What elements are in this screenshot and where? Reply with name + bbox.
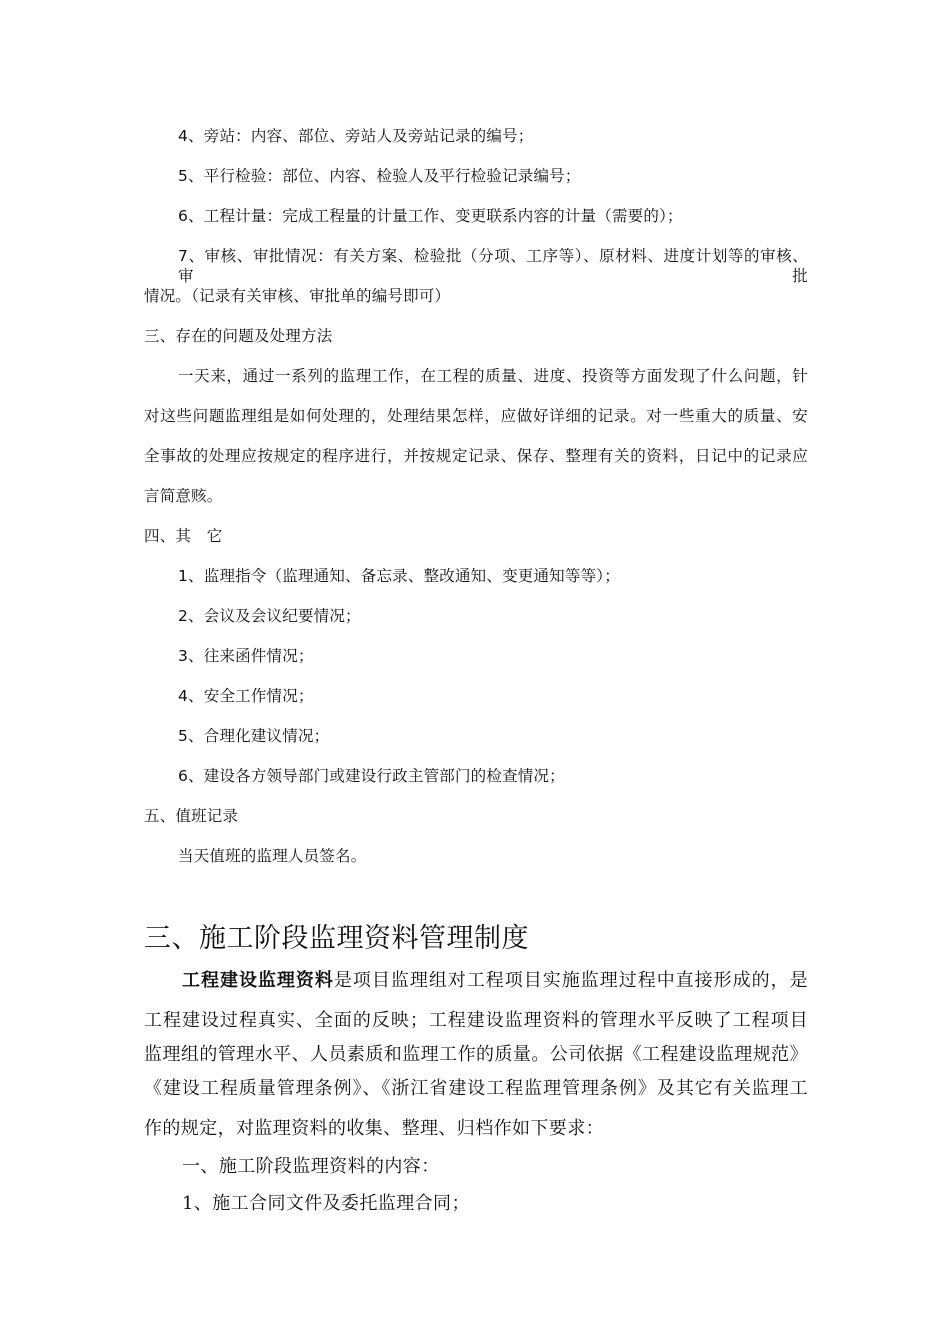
section-four-heading: 四、其 它 xyxy=(144,527,223,545)
intro-line-1-rest: 是项目监理组对工程项目实施监理过程中直接形成的，是 xyxy=(333,970,809,991)
list-item-measurement: 6、工程计量：完成工程量的计量工作、变更联系内容的计量（需要的）； xyxy=(178,207,683,225)
list-item: 1、施工合同文件及委托监理合同； xyxy=(182,1193,470,1214)
list-item-review-line1: 7、审核、审批情况：有关方案、检验批（分项、工序等）、原材料、进度计划等的审核、审批 xyxy=(178,247,808,285)
intro-line: 监理组的管理水平、人员素质和监理工作的质量。公司依据《工程建设监理规范》 xyxy=(144,1044,808,1065)
intro-bold-term: 工程建设监理资料 xyxy=(182,970,334,991)
paragraph-line: 一天来，通过一系列的监理工作，在工程的质量、进度、投资等方面发现了什么问题，针 xyxy=(178,367,808,385)
duty-signature-note: 当天值班的监理人员签名。 xyxy=(178,847,367,865)
sub-heading: 一、施工阶段监理资料的内容： xyxy=(182,1156,440,1177)
list-item: 1、监理指令（监理通知、备忘录、整改通知、变更通知等等）； xyxy=(178,567,620,585)
paragraph-line: 全事故的处理应按规定的程序进行，并按规定记录、保存、整理有关的资料，日记中的记录应 xyxy=(144,447,808,465)
list-item-review-line2: 情况。（记录有关审核、审批单的编号即可） xyxy=(144,287,451,305)
intro-line-1 xyxy=(182,969,808,993)
paragraph-line: 对这些问题监理组是如何处理的，处理结果怎样，应做好详细的记录。对一些重大的质量、安 xyxy=(144,407,808,425)
intro-line: 《建设工程质量管理条例》、《浙江省建设工程监理管理条例》及其它有关监理工 xyxy=(144,1078,808,1099)
paragraph-line: 言简意赅。 xyxy=(144,487,223,505)
intro-line: 作的规定，对监理资料的收集、整理、归档作如下要求： xyxy=(144,1118,604,1139)
section-five-heading: 五、值班记录 xyxy=(144,807,239,825)
list-item: 5、合理化建议情况； xyxy=(178,727,330,745)
list-item: 6、建设各方领导部门或建设行政主管部门的检查情况； xyxy=(178,767,565,785)
intro-line: 工程建设过程真实、全面的反映；工程建设监理资料的管理水平反映了工程项目 xyxy=(144,1010,808,1031)
list-item: 3、往来函件情况； xyxy=(178,647,314,665)
chapter-title: 三、施工阶段监理资料管理制度 xyxy=(144,923,529,954)
list-item-parallel-inspection: 5、平行检验：部位、内容、检验人及平行检验记录编号； xyxy=(178,167,581,185)
section-three-heading: 三、存在的问题及处理方法 xyxy=(144,327,333,345)
list-item: 4、安全工作情况； xyxy=(178,687,314,705)
list-item-sidestation: 4、旁站：内容、部位、旁站人及旁站记录的编号； xyxy=(178,127,534,145)
list-item: 2、会议及会议纪要情况； xyxy=(178,607,361,625)
